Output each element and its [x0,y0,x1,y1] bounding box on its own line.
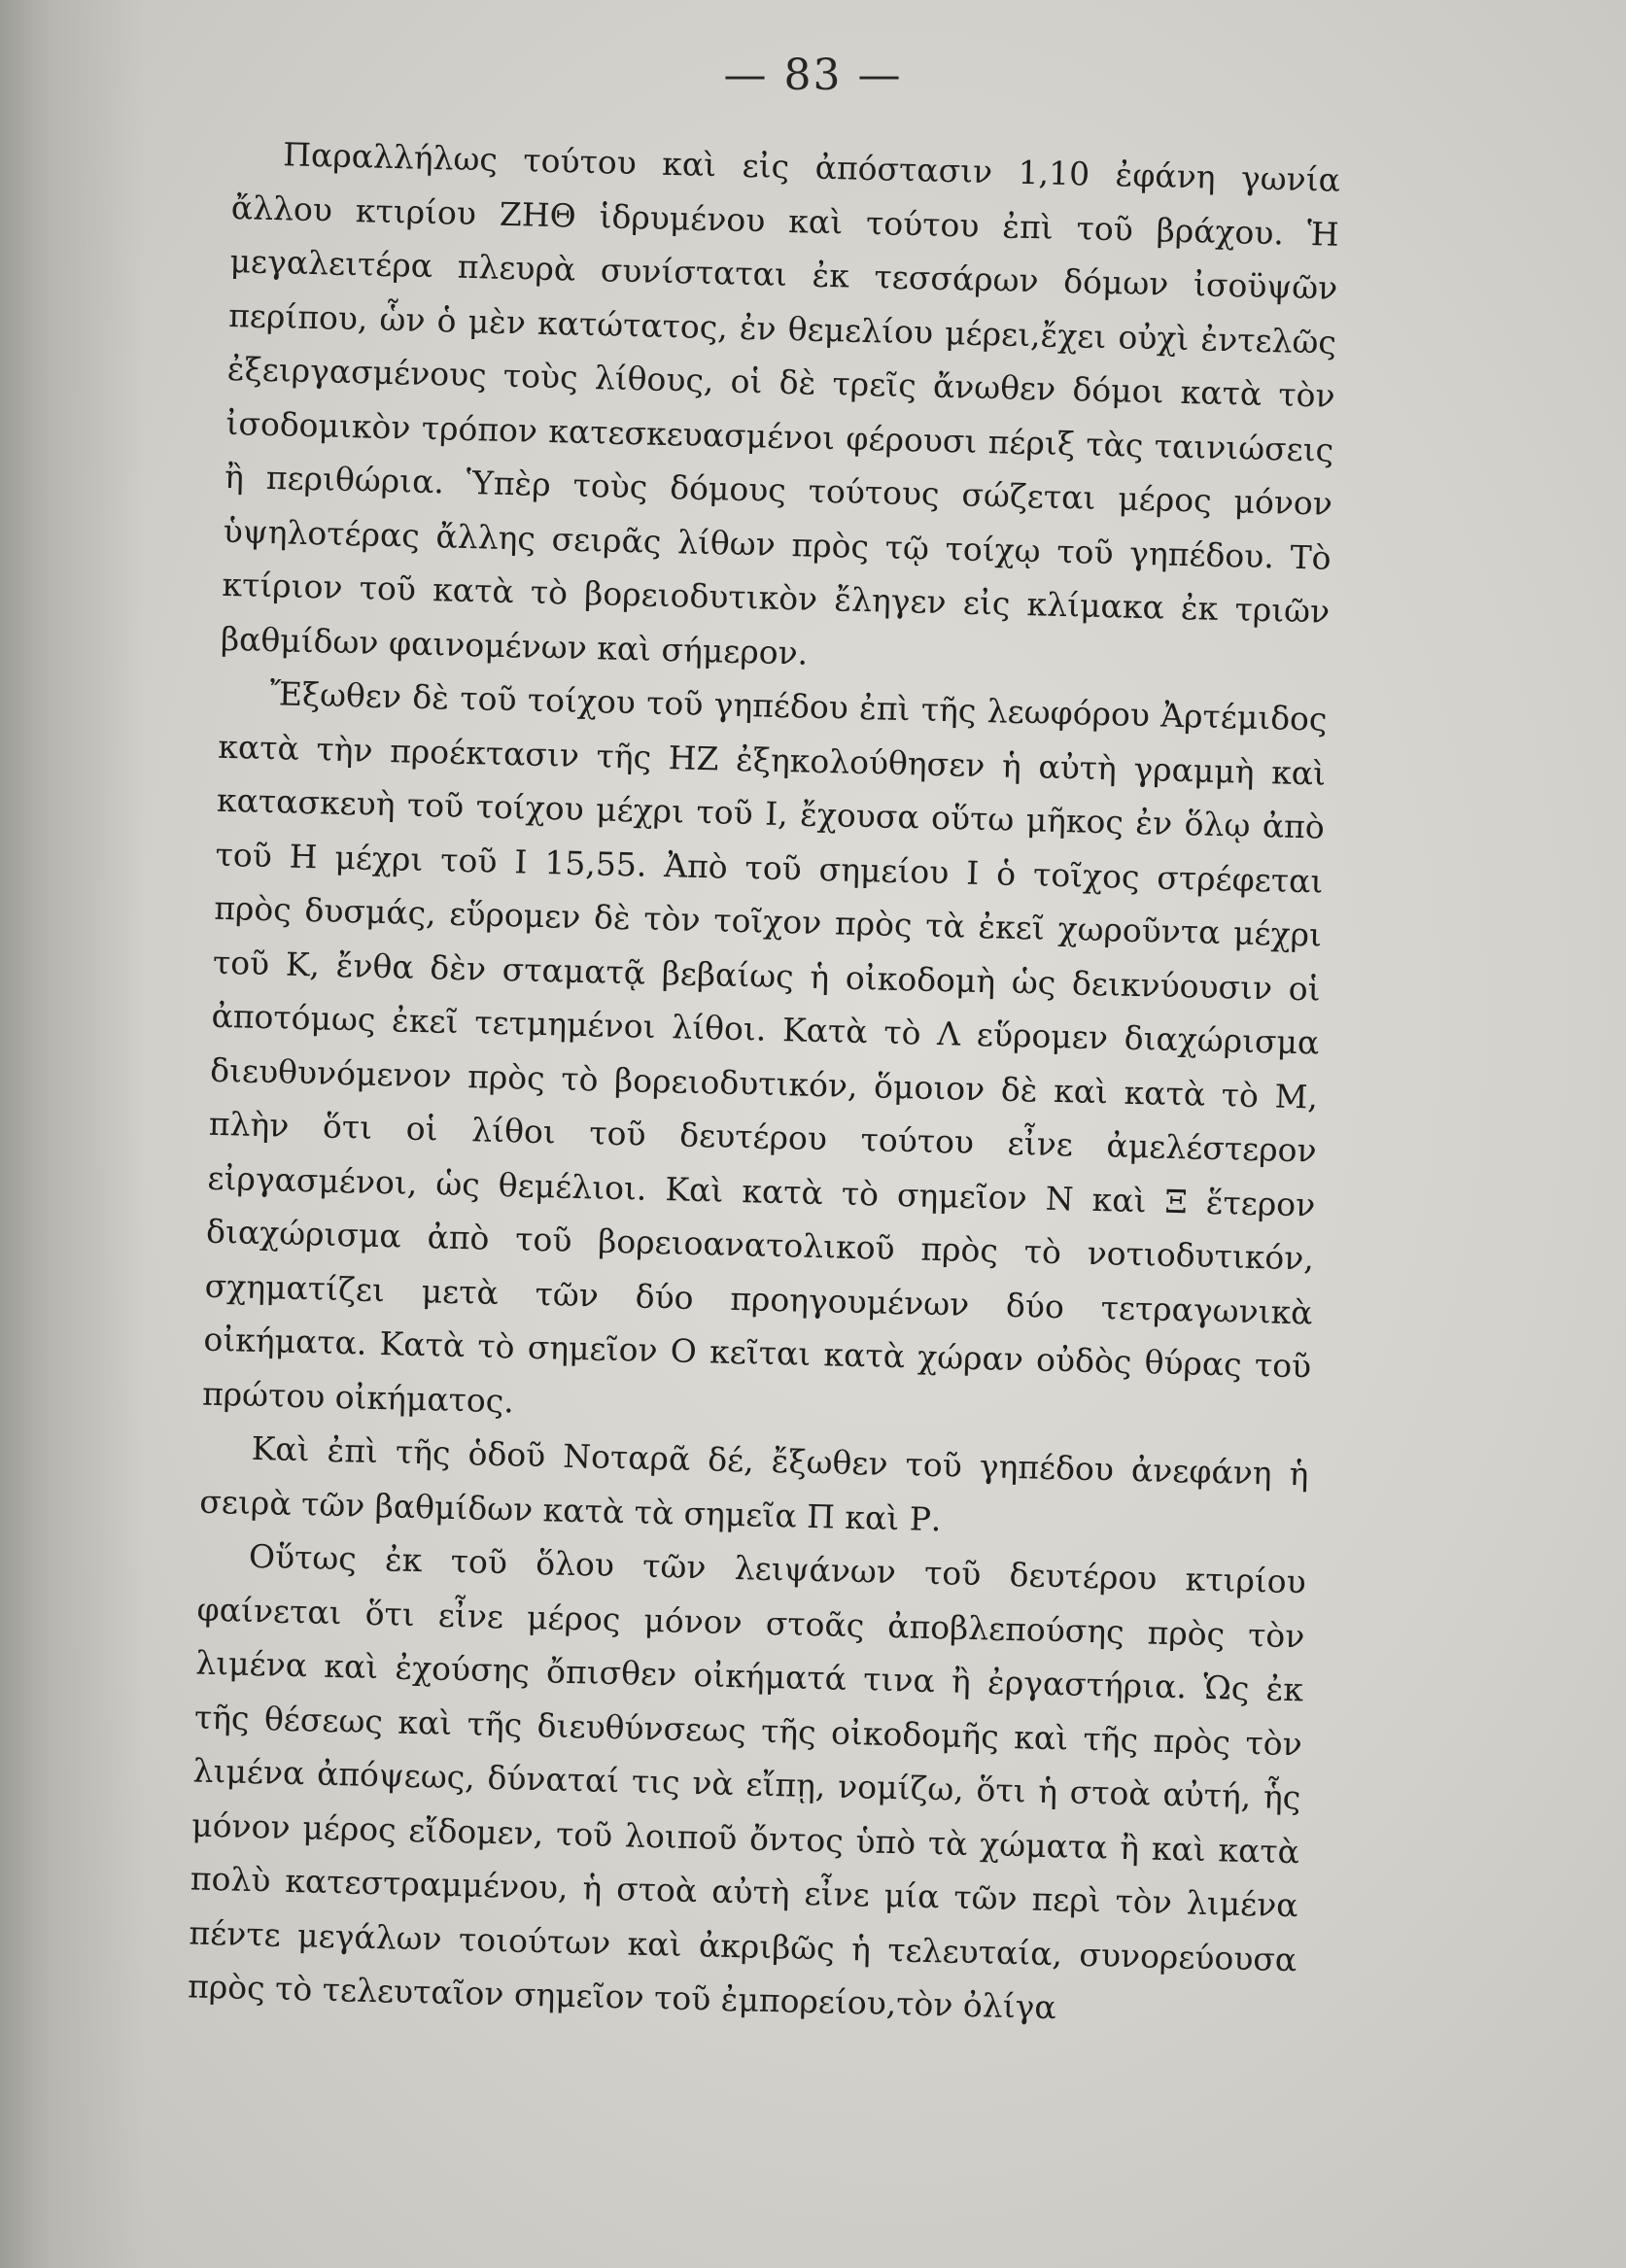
binding-shadow [0,0,146,2268]
body-text [188,126,1341,2041]
paragraph: Καὶ ἐπὶ τῆς ὁδοῦ Νοταρᾶ δέ, ἔξωθεν τοῦ γηπέδου ἀνεφάνη ἡ σειρὰ τῶν βαθμίδων κατὰ τὰ σημεῖα Π καὶ Ρ. [198,1428,1309,1538]
page-number: — 83 — [723,51,903,100]
paragraph: Οὕτως ἐκ τοῦ ὅλου τῶν λειψάνων τοῦ δευτέρου κτιρίου φαίνεται ὅτι εἶνε μέρος μόνον στοᾶς ἀποβλεπούσης πρὸς τὸν λιμένα καὶ ἐχούσης ὄπισθεν οἰκήματά τινα ἢ ἐργαστήρια. Ὡς ἐκ τῆς θέσεως καὶ τῆς διευθύνσεως τῆς οἰκοδομῆς καὶ τῆς πρὸς τὸν λιμένα ἀπόψεως, δύναταί τις νὰ εἴπῃ, νομίζω, ὅτι ἡ στοὰ αὐτή, ἧς μόνον μέρος εἴδομεν, τοῦ λοιποῦ ὄντος ὑπὸ τὰ χώματα ἢ καὶ κατὰ πολὺ κατεστραμμένου, ἡ στοὰ αὐτὴ εἶνε μία τῶν περὶ τὸν λιμένα πέντε μεγάλων τοιούτων καὶ ἀκριβῶς ἡ τελευταία, συνορεύουσα πρὸς τὸ τελευταῖον σημεῖον τοῦ ἐμπορείου,τὸν ὀλίγα [187,1536,1307,2027]
paragraph: Παραλλήλως τούτου καὶ εἰς ἀπόστασιν 1,10 ἐφάνη γωνία ἄλλου κτιρίου ΖΗΘ ἱδρυμένου καὶ τούτου ἐπὶ τοῦ βράχου. Ἡ μεγαλειτέρα πλευρὰ συνίσταται ἐκ τεσσάρων δόμων ἰσοϋψῶν περίπου, ὧν ὁ μὲν κατώτατος, ἐν θεμελίου μέρει,ἔχει οὐχὶ ἐντελῶς ἐξειργασμένους τοὺς λίθους, οἱ δὲ τρεῖς ἄνωθεν δόμοι κατὰ τὸν ἰσοδομικὸν τρόπον κατεσκευασμένοι φέρουσι πέριξ τὰς ταινιώσεις ἢ περιθώρια. Ὑπὲρ τοὺς δόμους τούτους σώζεται μέρος μόνον ὑψηλοτέρας ἄλλης σειρᾶς λίθων πρὸς τῷ τοίχῳ τοῦ γηπέδου. Τὸ κτίριον τοῦ κατὰ τὸ βορειοδυτικὸν ἔληγεν εἰς κλίμακα ἐκ τριῶν βαθμίδων φαινομένων καὶ σήμερον. [220,135,1341,672]
paragraph: Ἔξωθεν δὲ τοῦ τοίχου τοῦ γηπέδου ἐπὶ τῆς λεωφόρου Ἀρτέμιδος κατὰ τὴν προέκτασιν τῆς ΗΖ ἐξηκολούθησεν ἡ αὐτὴ γραμμὴ καὶ κατασκευὴ τοῦ τοίχου μέχρι τοῦ Ι, ἔχουσα οὕτω μῆκος ἐν ὅλῳ ἀπὸ τοῦ Η μέχρι τοῦ Ι 15,55. Ἀπὸ τοῦ σημείου Ι ὁ τοῖχος στρέφεται πρὸς δυσμάς, εὕρομεν δὲ τὸν τοῖχον πρὸς τὰ ἐκεῖ χωροῦντα μέχρι τοῦ Κ, ἔνθα δὲν σταματᾷ βεβαίως ἡ οἰκοδομὴ ὡς δεικνύουσιν οἱ ἀποτόμως ἐκεῖ τετμημένοι λίθοι. Κατὰ τὸ Λ εὕρομεν διαχώρισμα διευθυνόμενον πρὸς τὸ βορειοδυτικόν, ὅμοιον δὲ καὶ κατὰ τὸ Μ, πλὴν ὅτι οἱ λίθοι τοῦ δευτέρου τούτου εἶνε ἀμελέστερον εἰργασμένοι, ὡς θεμέλιοι. Καὶ κατὰ τὸ σημεῖον Ν καὶ Ξ ἕτερον διαχώρισμα ἀπὸ τοῦ βορειοανατολικοῦ πρὸς τὸ νοτιοδυτικόν, σχηματίζει μετὰ τῶν δύο προηγουμένων δύο τετραγωνικὰ οἰκήματα. Κατὰ τὸ σημεῖον Ο κεῖται κατὰ χώραν οὐδὸς θύρας τοῦ πρώτου οἰκήματος. [201,674,1328,1420]
